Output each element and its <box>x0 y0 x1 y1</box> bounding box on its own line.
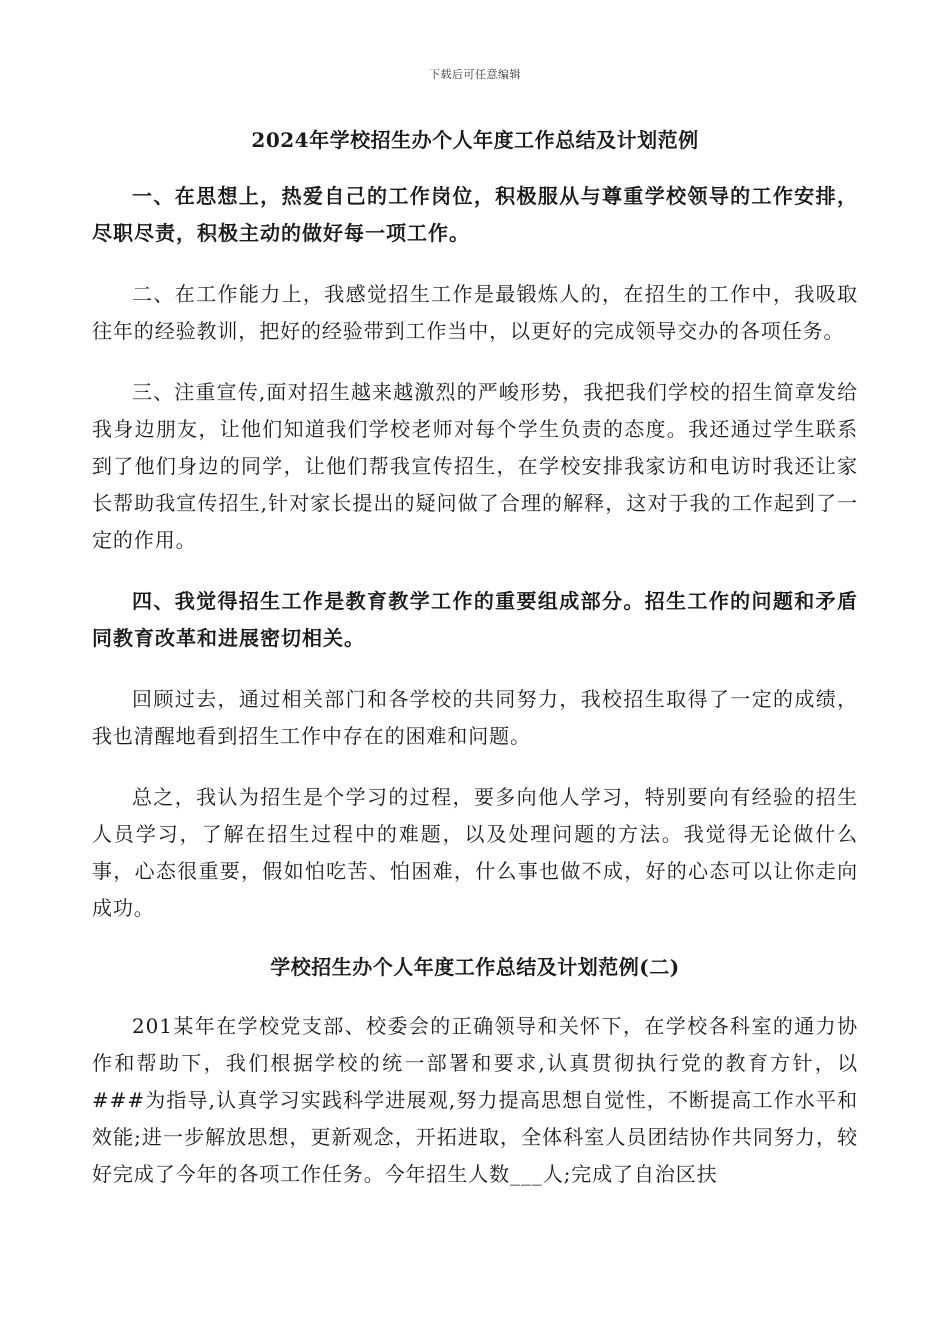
header-note: 下载后可任意编辑 <box>429 68 521 81</box>
document-title: 2024年学校招生办个人年度工作总结及计划范例 <box>251 128 699 152</box>
paragraph-ideology: 一、在思想上，热爱自己的工作岗位，积极服从与尊重学校领导的工作安排，尽职尽责，积极主动的做好每一项工作。 <box>92 184 858 245</box>
paragraph-importance: 四、我觉得招生工作是教育教学工作的重要组成部分。招生工作的问题和矛盾同教育改革和进展密切相关。 <box>92 589 858 650</box>
paragraph-work-ability: 二、在工作能力上，我感觉招生工作是最锻炼人的，在招生的工作中，我吸取往年的经验教训，把好的经验带到工作当中，以更好的完成领导交办的各项任务。 <box>92 282 858 343</box>
paragraph-conclusion: 总之，我认为招生是个学习的过程，要多向他人学习，特别要向有经验的招生人员学习，了解在招生过程中的难题，以及处理问题的方法。我觉得无论做什么事，心态很重要，假如怕吃苦、怕困难，什么事也做不成，好的心态可以让你走向成功。 <box>92 785 858 920</box>
paragraph-review: 回顾过去，通过相关部门和各学校的共同努力，我校招生取得了一定的成绩，我也清醒地看到招生工作中存在的困难和问题。 <box>92 687 858 748</box>
paragraph-publicity: 三、注重宣传,面对招生越来越激烈的严峻形势，我把我们学校的招生简章发给我身边朋友，让他们知道我们学校老师对每个学生负责的态度。我还通过学生联系到了他们身边的同学，让他们帮我宣传招生，在学校安排我家访和电访时我还让家长帮助我宣传招生,针对家长提出的疑问做了合理的解释，这对于我的工作起到了一定的作用。 <box>92 380 858 552</box>
document-body <box>92 178 858 1217</box>
section-2-paragraph: 201某年在学校党支部、校委会的正确领导和关怀下，在学校各科室的通力协作和帮助下，我们根据学校的统一部署和要求,认真贯彻执行党的教育方针，以###为指导,认真学习实践科学进展观,努力提高思想自觉性，不断提高工作水平和效能;进一步解放思想，更新观念，开拓进取，全体科室人员团结协作共同努力，较好完成了今年的各项工作任务。今年招生人数___人;完成了自治区扶 <box>92 1014 858 1186</box>
section-2-title: 学校招生办个人年度工作总结及计划范例(二) <box>270 955 680 979</box>
